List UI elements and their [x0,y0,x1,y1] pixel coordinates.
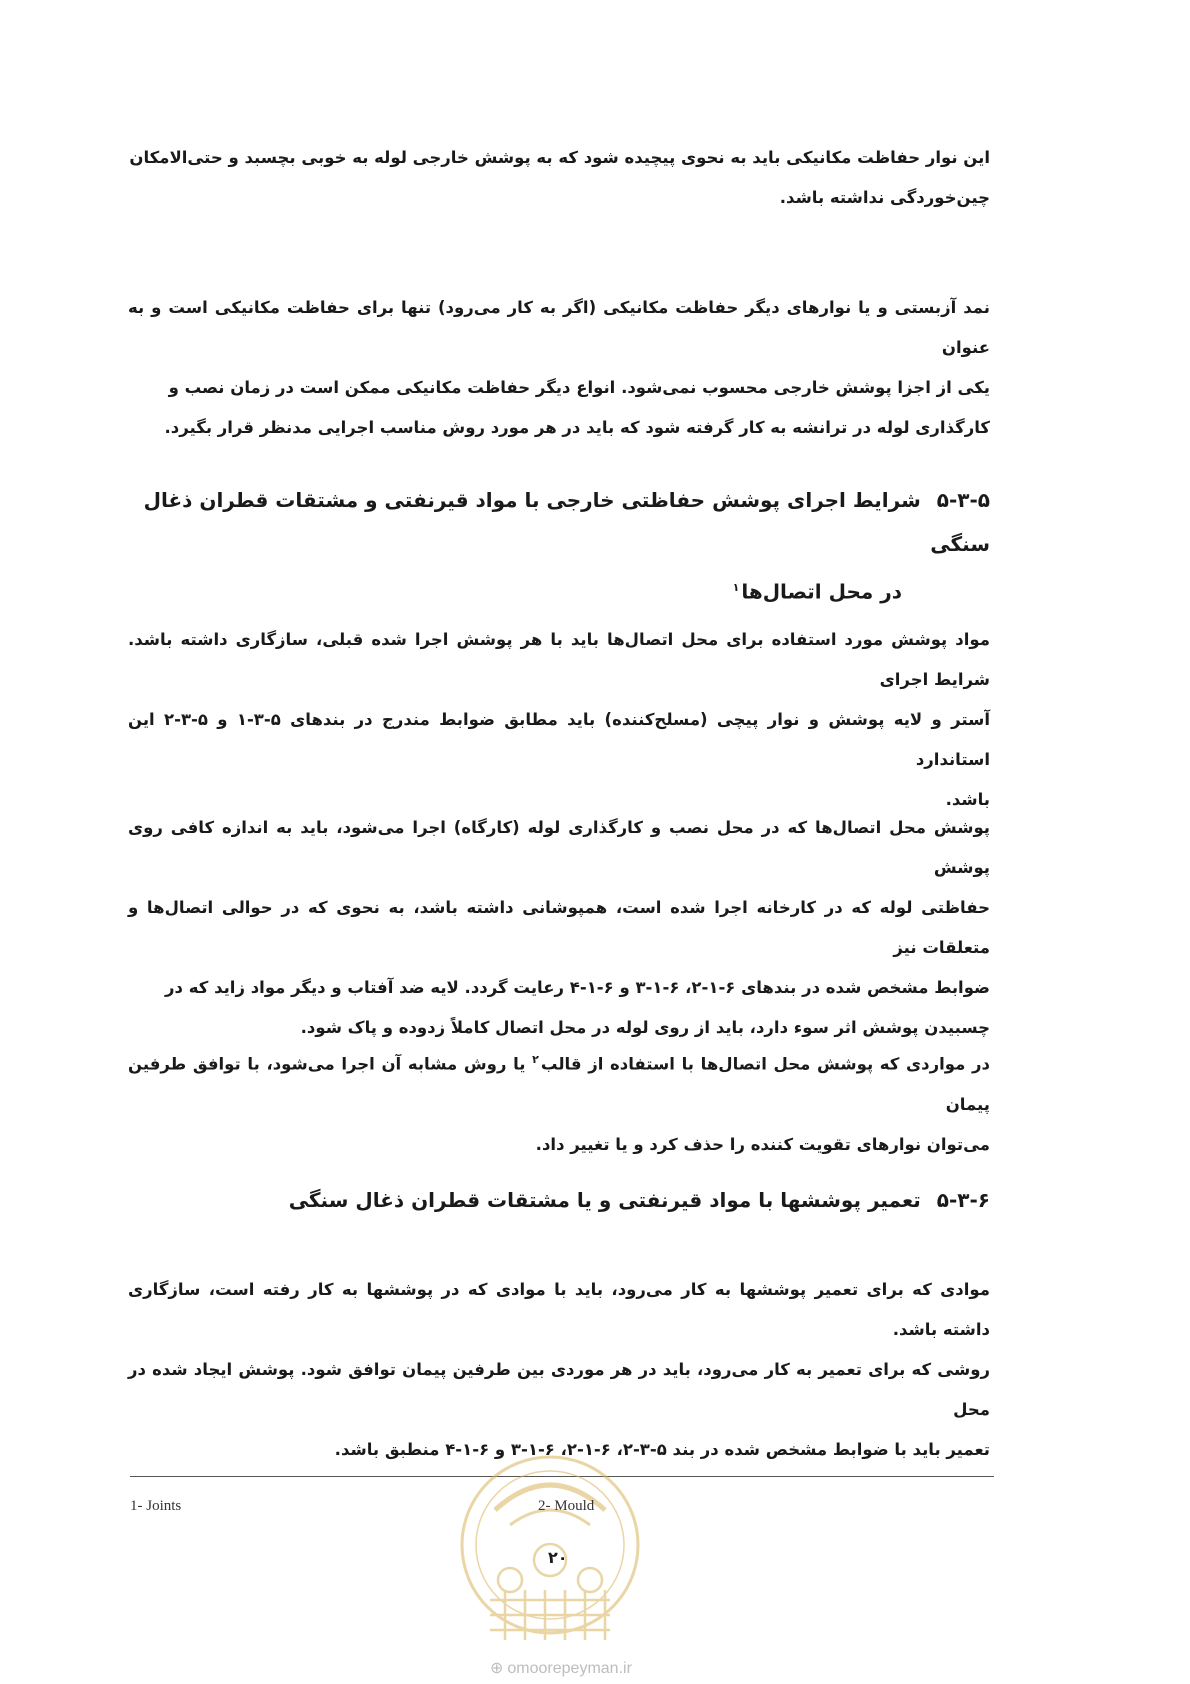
section-title: شرایط اجرای پوشش حفاظتی خارجی با مواد قیرنفتی و مشتقات قطران ذغال سنگی [143,488,990,556]
text-line [128,1040,990,1125]
footnote-2: 2- Mould [538,1498,595,1514]
text-line: مواد پوشش مورد استفاده برای محل اتصال‌ها باید با هر پوشش اجرا شده قبلی، سازگاری داشته باشد. شرایط اجرای [128,630,990,689]
paragraph-mould-method [128,1040,990,1165]
text-line: می‌توان نوارهای تقویت کننده را حذف کرد و یا تغییر داد. [535,1134,990,1154]
text-line: نمد آزبستی و یا نوارهای دیگر حفاظت مکانیکی (اگر به کار می‌رود) تنها برای حفاظت مکانیکی است و به عنوان [128,298,990,357]
text-line: ضوابط مشخص شده در بندهای ۶-۱-۲، ۶-۱-۳ و ۶-۱-۴ رعایت گردد. لایه ضد آفتاب و دیگر مواد زاید که در [165,978,990,997]
text-line: تعمیر باید با ضوابط مشخص شده در بند ۵-۳-۲، ۶-۱-۲، ۶-۱-۳ و ۶-۱-۴ منطبق باشد. [334,1440,990,1459]
paragraph-joint-coating-materials [128,620,990,820]
text-line: روشی که برای تعمیر به کار می‌رود، باید در هر موردی بین طرفین پیمان توافق شود. پوشش ایجاد شده در محل [128,1360,990,1419]
section-heading-5-3-6 [128,1178,990,1222]
text-line: حفاظتی لوله که در کارخانه اجرا شده است، همپوشانی داشته باشد، به نحوی که در حوالی اتصال‌ها و متعلقات نیز [128,898,990,957]
section-heading-5-3-5 [128,478,990,614]
watermark-site-text: omoorepeyman.ir [507,1660,632,1677]
watermark-site [490,1658,632,1678]
text-segment: یا روش مشابه آن اجرا می‌شود، با توافق طرفین پیمان [128,1054,990,1114]
page-number: ۲۰ [548,1548,568,1567]
footnote-1: 1- Joints [130,1498,182,1514]
publisher-seal-watermark [455,1440,645,1650]
text-line: موادی که برای تعمیر پوششها به کار می‌رود، باید با موادی که در پوششها به کار رفته است، سازگاری داشته باشد. [128,1280,990,1339]
text-line: یکی از اجزا پوشش خارجی محسوب نمی‌شود. انواع دیگر حفاظت مکانیکی ممکن است در زمان نصب و [168,378,990,397]
text-line: چین‌خوردگی نداشته باشد. [779,188,990,207]
paragraph-asbestos-felt [128,288,990,448]
text-line: پوشش محل اتصال‌ها که در محل نصب و کارگذاری لوله (کارگاه) اجرا می‌شود، باید به اندازه کافی روی پوشش [128,818,990,877]
paragraph-joint-coating-site [128,808,990,1048]
text-line: آستر و لایه پوشش و نوار پیچی (مسلح‌کننده) باید مطابق ضوابط مندرج در بندهای ۵-۳-۱ و ۵-۳-۲ این استاندارد [128,710,990,769]
paragraph-mechanical-tape [128,138,990,218]
text-line: این نوار حفاظت مکانیکی باید به نحوی پیچیده شود که به پوشش خارجی لوله به خوبی بچسبد و حتی‌الامکان [129,148,990,167]
text-segment: در مواردی که پوشش محل اتصال‌ها با استفاده از قالب [540,1054,990,1074]
text-line: کارگذاری لوله در ترانشه به کار گرفته شود که باید در هر مورد روش مناسب اجرایی مدنظر قرار بگیرد. [164,418,990,437]
section-title-continued: در محل اتصال‌ها [741,579,902,604]
footnote-marker-2: ۲ [532,1053,539,1066]
section-number: ۵-۳-۶ [936,1188,990,1212]
text-line: چسبیدن پوشش اثر سوء دارد، باید از روی لوله در محل اتصال کاملاً زدوده و پاک شود. [300,1018,990,1037]
globe-icon: ⊕ [490,1660,504,1677]
section-title: تعمیر پوششها با مواد قیرنفتی و یا مشتقات قطران ذغال سنگی [288,1188,921,1212]
section-number: ۵-۳-۵ [936,488,990,512]
footnote-marker-1: ۱ [732,581,740,594]
text-line: باشد. [945,790,990,809]
